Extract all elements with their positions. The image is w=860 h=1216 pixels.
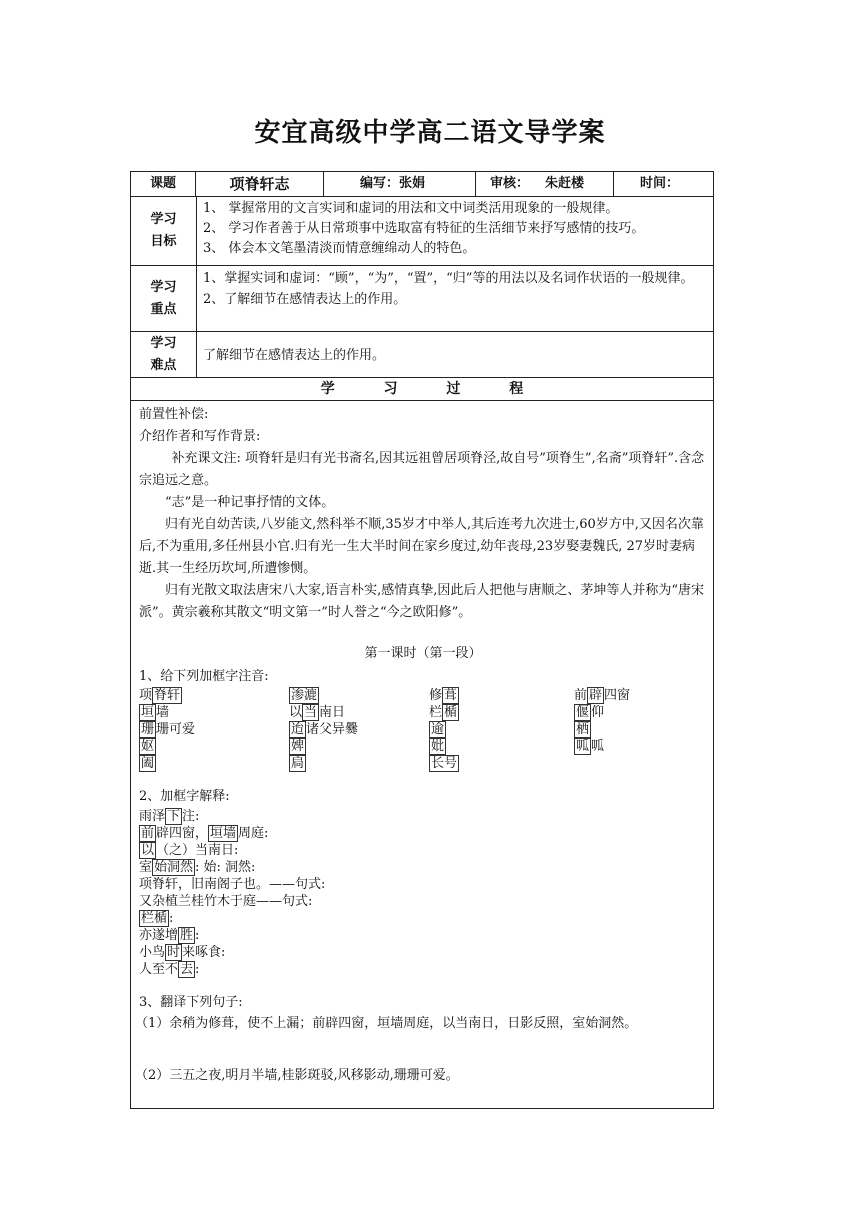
framed-word: 胜 <box>180 928 194 943</box>
q2-line: 栏楯 : <box>141 911 174 926</box>
framed-char: 辟 <box>589 688 603 703</box>
process-body <box>135 404 707 1086</box>
intro-note: 补充课文注: 项脊轩是归有光书斋名,因其远祖曾居项脊泾,故自号”项脊生”,名斋”项脊轩”.含念宗追远之意。 <box>139 451 705 488</box>
framed-char: 妪 <box>141 739 155 754</box>
q1-item: 垣 墙 <box>141 705 170 720</box>
q1-item <box>429 738 446 755</box>
q2-line: 项脊轩，旧南阁子也。——句式: <box>139 877 326 892</box>
q1-grid <box>139 687 707 772</box>
framed-char: 当 <box>304 705 318 720</box>
q3-sentence-1: （1）余稍为修葺，使不上漏；前辟四窗，垣墙周庭，以当南日，日影反照，室始洞然。 <box>135 1016 638 1031</box>
difficulty-label: 学习 难点 <box>131 332 197 377</box>
q1-item <box>289 687 319 704</box>
focus-label: 学习 重点 <box>131 266 197 331</box>
q1-item <box>574 721 591 738</box>
framed-word: 时 <box>167 945 181 960</box>
intro-line-2: 介绍作者和写作背景: <box>139 429 261 444</box>
framed-word: 下 <box>167 809 181 824</box>
q1-title: 1、给下列加框字注音: <box>139 669 269 684</box>
q2-list <box>139 808 707 978</box>
q3-sentence-2: （2）三五之夜,明月半墙,桂影斑驳,风移影动,珊珊可爱。 <box>135 1068 459 1083</box>
intro-bio: 归有光自幼苦读,八岁能文,然科举不顺,35岁才中举人,其后连考九次进士,60岁方中,又因名次靠后,不为重用,多任州县小官.归有光一生大半时间在家乡度过,幼年丧母,23岁娶妻魏氏, 27岁时妻病逝.其一生经历坎坷,所遭惨恻。 <box>139 517 704 576</box>
focus-text: 1、掌握实词和虚词：“顾”，“为”，“置”，“归”等的用法以及名词作状语的一般规律。 2、了解细节在感情表达上的作用。 <box>203 271 694 307</box>
goals-label: 学习 目标 <box>131 196 197 265</box>
framed-char: 栖 <box>576 722 590 737</box>
framed-char: 脊轩 <box>154 688 181 703</box>
q1-item <box>139 738 156 755</box>
q1-item <box>289 755 306 772</box>
framed-word: 去 <box>180 962 194 977</box>
q2-line: 小鸟 时 来啄食: <box>139 945 226 960</box>
framed-char: 婢 <box>291 739 305 754</box>
q1-item: 呱 呱 <box>576 739 605 754</box>
reviewer-name: 朱赶楼 <box>545 176 585 191</box>
q1-item: 以 当 南日 <box>289 705 346 720</box>
q1-item: 迨 诸父异爨 <box>291 722 359 737</box>
difficulty-row <box>131 332 713 378</box>
lesson-table <box>130 171 714 1109</box>
reviewer <box>476 172 614 196</box>
framed-word: 栏楯 <box>141 911 168 926</box>
q1-item: 前 辟 四窗 <box>574 688 631 703</box>
framed-word: 以 <box>141 843 155 858</box>
q2-line: 人至不 去 : <box>139 962 200 977</box>
focus-row <box>131 266 713 332</box>
framed-char: 渗漉 <box>291 688 318 703</box>
q1-item: 修 葺 <box>429 688 458 703</box>
q1-item: 栏 楯 <box>429 705 458 720</box>
framed-char: 妣 <box>431 739 445 754</box>
q2-line: 亦遂增 胜 : <box>139 928 200 943</box>
goals-row <box>131 196 713 266</box>
lesson-title: 第一课时（第一段） <box>364 646 482 661</box>
q2-line: 前 辟四窗， 垣墙 周庭: <box>141 826 269 841</box>
framed-char: 垣 <box>141 705 155 720</box>
intro-zhi: “志”是一种记事抒情的文体。 <box>165 495 335 510</box>
reviewer-label: 审核： <box>490 176 530 191</box>
framed-char: 葺 <box>444 688 458 703</box>
page-title: 安宜高级中学高二语文导学案 <box>254 118 606 148</box>
framed-char: 呱 <box>576 739 590 754</box>
q1-item: 珊 珊可爱 <box>141 722 196 737</box>
framed-char: 逾 <box>431 722 445 737</box>
q1-item <box>289 738 306 755</box>
q1-item <box>139 755 156 772</box>
goals-text: 1、 掌握常用的文言实词和虚词的用法和文中词类活用现象的一般规律。 2、 学习作者善于从日常琐事中选取富有特征的生活细节来抒写感情的技巧。 3、 体会本文笔墨清淡而情意缠绵动人的特色。 <box>203 201 645 256</box>
difficulty-text: 了解细节在感情表达上的作用。 <box>203 348 386 363</box>
framed-char: 珊 <box>141 722 155 737</box>
q1-item: 项 脊轩 <box>139 688 181 703</box>
framed-char: 长号 <box>431 756 458 771</box>
time-label: 时间： <box>640 176 680 191</box>
framed-char: 楯 <box>444 705 458 720</box>
editor: 编写：张娟 <box>324 172 476 196</box>
header-row <box>131 172 713 197</box>
q1-item: 偃 仰 <box>576 705 605 720</box>
framed-char: 阖 <box>141 756 155 771</box>
q2-line: 又杂植兰桂竹木于庭——句式: <box>139 894 313 909</box>
framed-char: 扃 <box>291 756 305 771</box>
q2-line: 以 （之）当南日: <box>141 843 239 858</box>
intro-line-1: 前置性补偿: <box>139 407 209 422</box>
q2-line: 室 始洞然 : 始: 洞然: <box>139 860 256 875</box>
q2-line: 雨泽 下 注: <box>139 809 200 824</box>
framed-char: 迨 <box>291 722 305 737</box>
topic-label: 课题 <box>131 172 196 196</box>
framed-word: 始洞然 <box>154 860 194 875</box>
q3-title: 3、翻译下列句子: <box>139 995 243 1010</box>
q1-item <box>429 721 446 738</box>
q1-item <box>429 755 459 772</box>
topic-value: 项脊轩志 <box>196 172 324 196</box>
process-title: 学 习 过 程 <box>131 378 713 401</box>
intro-style: 归有光散文取法唐宋八大家,语言朴实,感情真挚,因此后人把他与唐顺之、茅坤等人并称为“唐宋派”。黄宗羲称其散文“明文第一”时人誉之“今之欧阳修”。 <box>139 583 705 620</box>
framed-word: 前 <box>141 826 155 841</box>
q2-title: 2、加框字解释: <box>139 789 230 804</box>
framed-char: 偃 <box>576 705 590 720</box>
